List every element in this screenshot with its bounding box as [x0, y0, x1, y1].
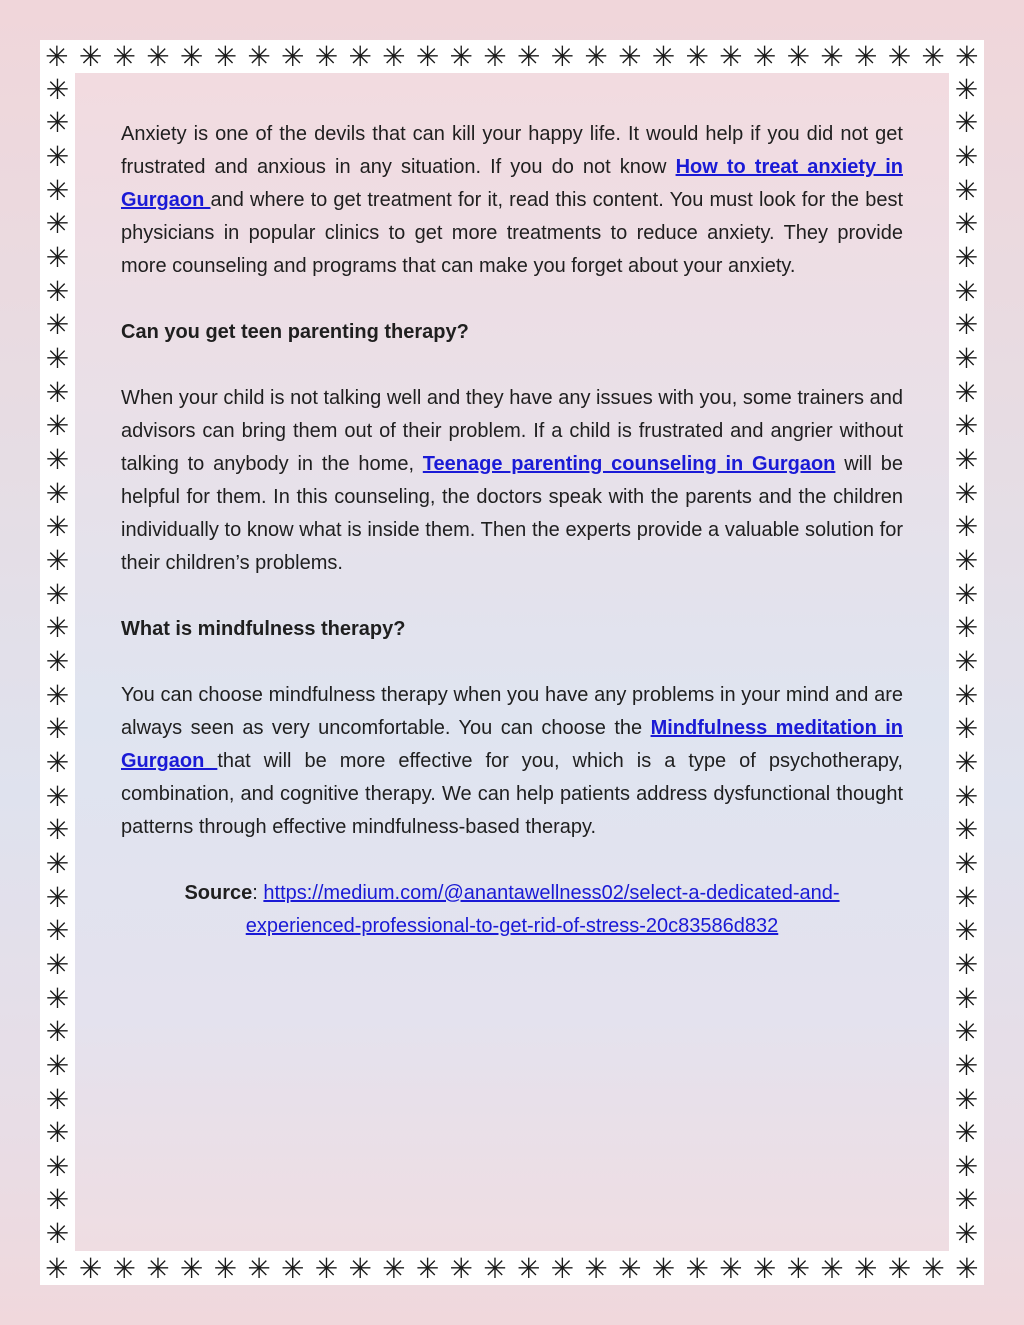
border-star-icon: ✳	[618, 1251, 642, 1285]
border-star-icon: ✳	[651, 1251, 676, 1285]
border-star-icon: ✳	[954, 577, 979, 611]
border-star-icon: ✳	[618, 39, 642, 73]
border-star-icon: ✳	[954, 274, 979, 308]
border-star-icon: ✳	[685, 1251, 709, 1285]
border-star-icon: ✳	[954, 678, 979, 712]
link-anxiety-treatment[interactable]: How to treat anxiety in Gurgaon	[121, 156, 903, 211]
border-star-icon: ✳	[382, 39, 406, 73]
border-star-icon: ✳	[213, 39, 238, 73]
border-star-icon: ✳	[45, 611, 70, 645]
border-star-icon: ✳	[954, 813, 979, 847]
border-star-icon: ✳	[348, 1251, 372, 1285]
border-star-icon: ✳	[786, 39, 811, 73]
border-star-icon: ✳	[45, 342, 70, 376]
border-left	[40, 73, 75, 1251]
border-star-icon: ✳	[45, 1217, 70, 1251]
border-star-icon: ✳	[954, 140, 979, 174]
border-star-icon: ✳	[45, 207, 70, 241]
border-star-icon: ✳	[954, 72, 979, 106]
border-star-icon: ✳	[45, 947, 70, 981]
source-label: Source	[184, 882, 253, 904]
border-star-icon: ✳	[449, 39, 474, 73]
border-star-icon: ✳	[45, 779, 70, 813]
border-star-icon: ✳	[78, 1251, 103, 1285]
border-star-icon: ✳	[45, 1183, 70, 1217]
border-bottom	[40, 1252, 984, 1285]
border-star-icon: ✳	[415, 1251, 440, 1285]
border-star-icon: ✳	[45, 106, 70, 140]
border-star-icon: ✳	[887, 39, 912, 73]
border-star-icon: ✳	[786, 1251, 811, 1285]
border-star-icon: ✳	[820, 1251, 844, 1285]
border-star-icon: ✳	[112, 39, 136, 73]
border-star-icon: ✳	[45, 308, 70, 342]
border-star-icon: ✳	[954, 880, 979, 914]
border-star-icon: ✳	[382, 1251, 406, 1285]
border-star-icon: ✳	[45, 39, 69, 73]
border-star-icon: ✳	[78, 39, 103, 73]
border-star-icon: ✳	[954, 611, 979, 645]
border-star-icon: ✳	[954, 644, 979, 678]
border-star-icon: ✳	[820, 39, 844, 73]
border-star-icon: ✳	[146, 1251, 170, 1285]
border-star-icon: ✳	[887, 1251, 912, 1285]
border-star-icon: ✳	[213, 1251, 238, 1285]
border-star-icon: ✳	[45, 510, 70, 544]
border-star-icon: ✳	[415, 39, 440, 73]
border-star-icon: ✳	[146, 39, 170, 73]
heading-mindfulness: What is mindfulness therapy?	[121, 618, 406, 640]
border-star-icon: ✳	[954, 173, 979, 207]
border-star-icon: ✳	[954, 1048, 979, 1082]
border-right	[949, 73, 984, 1251]
border-star-icon: ✳	[954, 1015, 979, 1049]
border-star-icon: ✳	[483, 39, 507, 73]
document-body	[121, 118, 903, 943]
border-star-icon: ✳	[45, 846, 70, 880]
source-link[interactable]: https://medium.com/@anantawellness02/select-a-dedicated-and-experienced-professional-to-get-rid-of-stress-20c83586d832	[245, 882, 840, 937]
border-star-icon: ✳	[314, 1251, 339, 1285]
border-star-icon: ✳	[516, 1251, 541, 1285]
border-star-icon: ✳	[954, 1082, 979, 1116]
border-star-icon: ✳	[45, 409, 70, 443]
border-star-icon: ✳	[954, 712, 979, 746]
border-star-icon: ✳	[954, 544, 979, 578]
border-star-icon: ✳	[45, 678, 70, 712]
border-star-icon: ✳	[45, 476, 70, 510]
border-star-icon: ✳	[449, 1251, 474, 1285]
paragraph-teen-parenting: When your child is not talking well and they have any issues with you, some trainers and advisors can bring them out of their problem. If a child is frustrated and angrier without talking to anybody in the home, Teenage parenting counseling in Gurgaon will be helpful for them. In this counseling, the doctors speak with the parents and the children individually to know what is inside them. Then the experts provide a valuable solution for their children’s problems.	[121, 387, 904, 574]
border-star-icon: ✳	[179, 39, 204, 73]
border-star-icon: ✳	[348, 39, 372, 73]
border-star-icon: ✳	[45, 577, 70, 611]
border-star-icon: ✳	[954, 1116, 979, 1150]
paragraph-mindfulness: You can choose mindfulness therapy when you have any problems in your mind and are always seen as very uncomfortable. You can choose the Mindfulness meditation in Gurgaon that will be more effective for you, which is a type of psychotherapy, combination, and cognitive therapy. We can help patients address dysfunctional thought patterns through effective mindfulness-based therapy.	[121, 684, 903, 838]
border-star-icon: ✳	[853, 1251, 878, 1285]
border-star-icon: ✳	[954, 745, 979, 779]
border-star-icon: ✳	[954, 1217, 979, 1251]
border-star-icon: ✳	[685, 39, 709, 73]
border-star-icon: ✳	[45, 375, 70, 409]
border-star-icon: ✳	[921, 39, 945, 73]
border-star-icon: ✳	[281, 39, 305, 73]
border-star-icon: ✳	[45, 981, 70, 1015]
border-star-icon: ✳	[954, 846, 979, 880]
border-star-icon: ✳	[954, 207, 979, 241]
border-star-icon: ✳	[954, 342, 979, 376]
border-star-icon: ✳	[45, 1015, 70, 1049]
border-star-icon: ✳	[651, 39, 676, 73]
border-star-icon: ✳	[584, 39, 608, 73]
border-star-icon: ✳	[954, 914, 979, 948]
border-star-icon: ✳	[954, 443, 979, 477]
border-star-icon: ✳	[45, 173, 70, 207]
border-star-icon: ✳	[550, 1251, 575, 1285]
border-star-icon: ✳	[112, 1251, 136, 1285]
border-star-icon: ✳	[853, 39, 878, 73]
border-star-icon: ✳	[954, 241, 979, 275]
link-mindfulness-meditation[interactable]: Mindfulness meditation in Gurgaon	[121, 717, 903, 772]
border-star-icon: ✳	[45, 712, 70, 746]
border-star-icon: ✳	[45, 1149, 70, 1183]
border-star-icon: ✳	[752, 39, 777, 73]
border-star-icon: ✳	[45, 1048, 70, 1082]
border-star-icon: ✳	[314, 39, 339, 73]
border-star-icon: ✳	[45, 813, 70, 847]
border-star-icon: ✳	[45, 1251, 69, 1285]
source-line: Source: https://medium.com/@anantawellness02/select-a-dedicated-and-experienced-professional-to-get-rid-of-stress-20c83586d832	[184, 882, 840, 937]
border-star-icon: ✳	[281, 1251, 305, 1285]
border-star-icon: ✳	[954, 1183, 979, 1217]
border-star-icon: ✳	[247, 1251, 271, 1285]
border-star-icon: ✳	[954, 947, 979, 981]
border-star-icon: ✳	[550, 39, 575, 73]
border-star-icon: ✳	[516, 39, 541, 73]
border-star-icon: ✳	[45, 72, 70, 106]
border-star-icon: ✳	[954, 476, 979, 510]
border-star-icon: ✳	[752, 1251, 777, 1285]
border-star-icon: ✳	[954, 510, 979, 544]
border-star-icon: ✳	[45, 745, 70, 779]
border-top	[40, 40, 984, 73]
border-star-icon: ✳	[955, 1251, 979, 1285]
border-star-icon: ✳	[954, 375, 979, 409]
border-star-icon: ✳	[719, 39, 743, 73]
border-star-icon: ✳	[247, 39, 271, 73]
border-star-icon: ✳	[45, 644, 70, 678]
border-star-icon: ✳	[954, 308, 979, 342]
border-star-icon: ✳	[955, 39, 979, 73]
border-star-icon: ✳	[45, 880, 70, 914]
border-star-icon: ✳	[45, 241, 70, 275]
border-star-icon: ✳	[954, 1149, 979, 1183]
border-star-icon: ✳	[179, 1251, 204, 1285]
border-star-icon: ✳	[954, 409, 979, 443]
link-teenage-parenting[interactable]: Teenage parenting counseling in Gurgaon	[422, 453, 836, 475]
border-star-icon: ✳	[483, 1251, 507, 1285]
border-star-icon: ✳	[921, 1251, 945, 1285]
heading-teen-parenting: Can you get teen parenting therapy?	[121, 321, 469, 343]
border-star-icon: ✳	[954, 779, 979, 813]
border-star-icon: ✳	[45, 1116, 70, 1150]
border-star-icon: ✳	[45, 544, 70, 578]
border-star-icon: ✳	[45, 274, 70, 308]
border-star-icon: ✳	[584, 1251, 608, 1285]
border-star-icon: ✳	[45, 443, 70, 477]
border-star-icon: ✳	[45, 140, 70, 174]
border-star-icon: ✳	[45, 1082, 70, 1116]
border-star-icon: ✳	[719, 1251, 743, 1285]
paragraph-anxiety: Anxiety is one of the devils that can kill your happy life. It would help if you did not get frustrated and anxious in any situation. If you do not know How to treat anxiety in Gurgaon and where to get treatment for it, read this content. You must look for the best physicians in popular clinics to get more treatments to reduce anxiety. They provide more counseling and programs that can make you forget about your anxiety.	[121, 123, 904, 277]
border-star-icon: ✳	[954, 106, 979, 140]
border-star-icon: ✳	[954, 981, 979, 1015]
border-star-icon: ✳	[45, 914, 70, 948]
